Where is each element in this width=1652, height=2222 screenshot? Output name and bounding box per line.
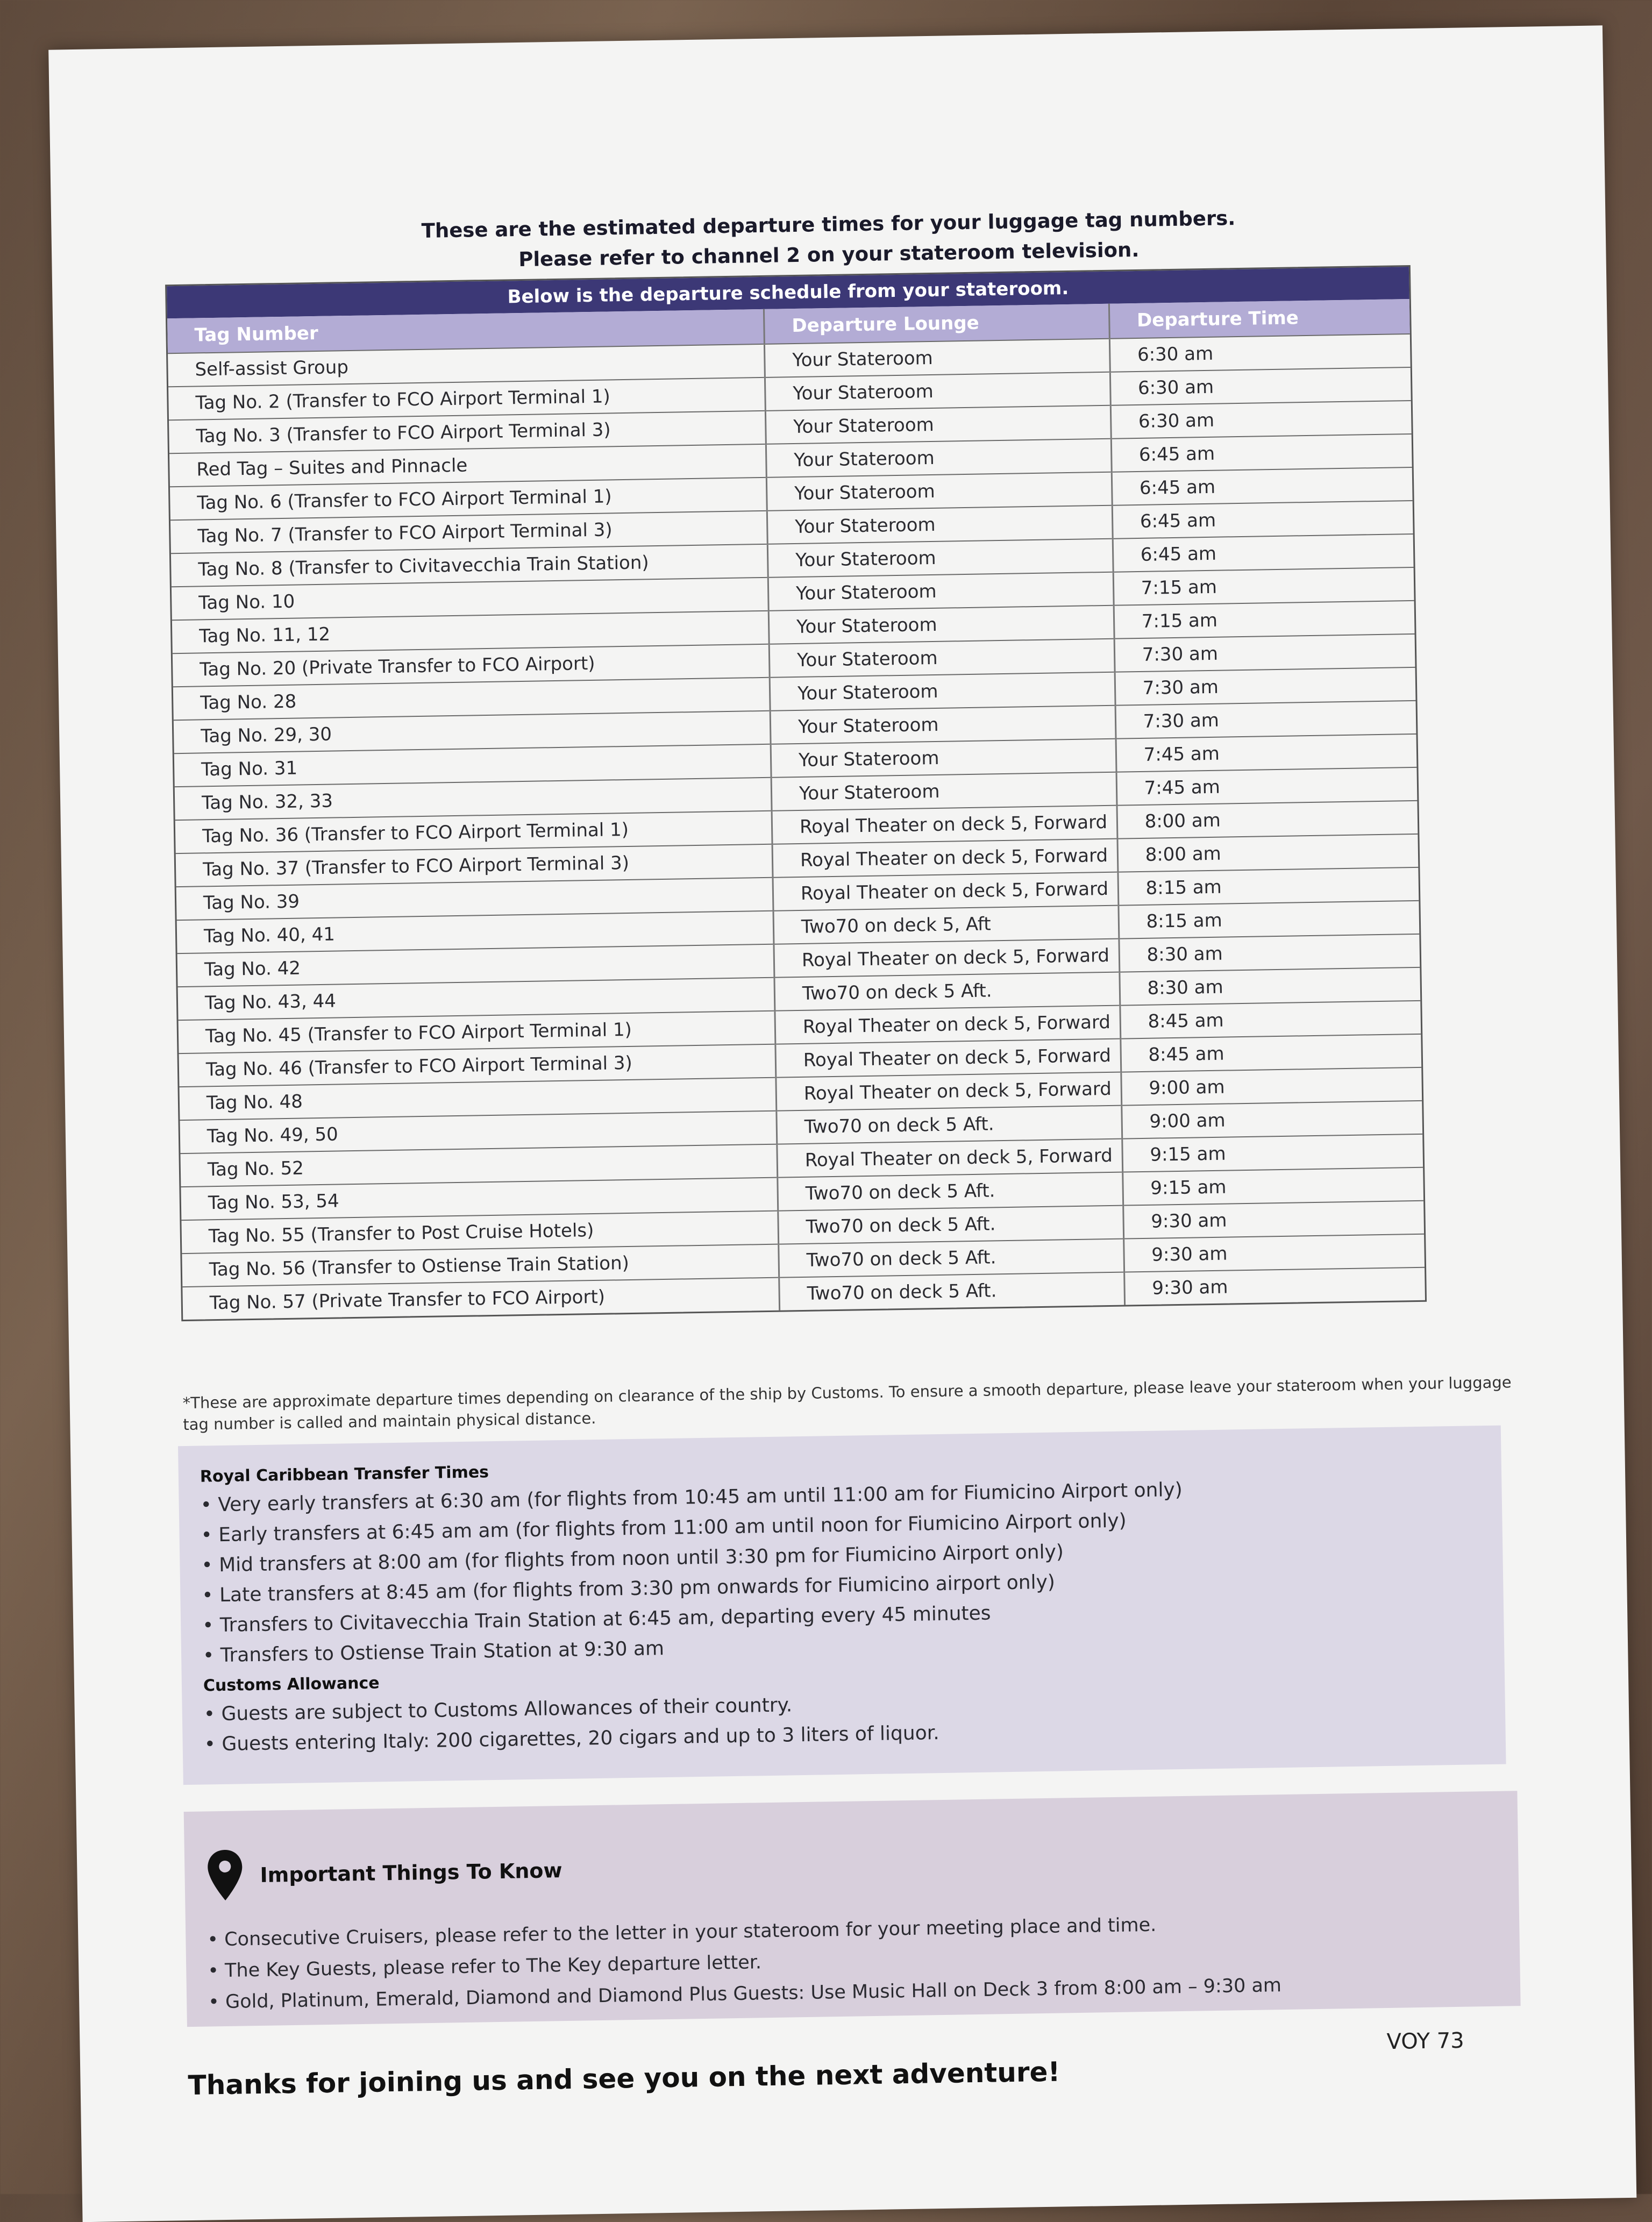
departure-lounge-cell: Your Stateroom (766, 472, 1112, 511)
departure-time-cell: 6:45 am (1113, 534, 1414, 572)
transfer-item: • Late transfers at 8:45 am (for flights from 3:30 pm onwards for Fiumicino airport only) (202, 1561, 1482, 1611)
transfers-heading: Royal Caribbean Transfer Times (200, 1463, 489, 1486)
departure-lounge-cell: Royal Theater on deck 5, Forward (775, 1006, 1121, 1044)
departure-lounge-cell: Your Stateroom (767, 505, 1113, 544)
departure-time-cell: 7:30 am (1115, 701, 1416, 739)
departure-lounge-cell: Your Stateroom (765, 405, 1111, 444)
departure-time-cell: 6:30 am (1109, 334, 1411, 372)
tag-number-cell: Tag No. 37 (Transfer to FCO Airport Terminal 3) (176, 844, 773, 887)
tag-number-cell: Tag No. 49, 50 (180, 1111, 777, 1153)
important-list (207, 1904, 1499, 2018)
departure-lounge-cell: Your Stateroom (767, 539, 1113, 578)
departure-lounge-cell: Two70 on deck 5 Aft. (779, 1272, 1125, 1311)
intro-line-1: These are the estimated departure times for your luggage tag numbers. (421, 206, 1236, 243)
departure-time-cell: 8:00 am (1117, 834, 1419, 872)
departure-time-cell: 6:45 am (1112, 467, 1413, 505)
important-header (206, 1829, 1497, 1903)
departure-time-cell: 8:45 am (1120, 1001, 1421, 1039)
departure-time-cell: 7:45 am (1116, 734, 1417, 772)
departure-time-cell: 9:30 am (1124, 1267, 1425, 1305)
departure-time-cell: 9:30 am (1123, 1234, 1425, 1272)
departure-time-cell: 8:15 am (1119, 901, 1420, 939)
footer-thanks: Thanks for joining us and see you on the next adventure! (188, 2056, 1060, 2102)
transfer-item: • Very early transfers at 6:30 am (for flights from 10:45 am until 11:00 am for Fiumicino Airport only) (200, 1470, 1480, 1520)
tag-number-cell: Tag No. 8 (Transfer to Civitavecchia Train Station) (171, 544, 768, 587)
transfer-item: • Early transfers at 6:45 am am (for flights from 11:00 am until noon for Fiumicino Airport only) (201, 1500, 1481, 1550)
departure-time-cell: 9:00 am (1121, 1067, 1422, 1106)
departure-time-cell: 8:15 am (1118, 867, 1419, 906)
departure-time-cell: 8:30 am (1120, 967, 1421, 1006)
customs-note: *These are approximate departure times depending on clearance of the ship by Customs. To ensure a smooth departure, please leave your stateroom when your luggage tag number is called and maintain physical distance. (182, 1373, 1512, 1434)
transfer-item: • Mid transfers at 8:00 am (for flights from noon until 3:30 pm for Fiumicino Airport only) (201, 1530, 1482, 1580)
departure-time-cell: 6:30 am (1110, 401, 1412, 439)
departure-time-cell: 7:15 am (1114, 601, 1415, 639)
schedule-banner: Below is the departure schedule from your stateroom. (167, 267, 1409, 318)
departure-lounge-cell: Two70 on deck 5 Aft. (778, 1206, 1124, 1244)
departure-lounge-cell: Two70 on deck 5 Aft. (779, 1239, 1124, 1278)
important-title: Important Things To Know (260, 1858, 562, 1887)
tag-number-cell: Tag No. 48 (179, 1078, 776, 1120)
departure-time-cell: 6:45 am (1111, 434, 1412, 472)
departure-time-cell: 8:45 am (1121, 1034, 1422, 1072)
tag-number-cell: Tag No. 45 (Transfer to FCO Airport Terminal 1) (179, 1011, 775, 1053)
tag-number-cell: Tag No. 10 (172, 578, 768, 620)
tag-number-cell: Tag No. 39 (176, 878, 773, 920)
tag-number-cell: Tag No. 6 (Transfer to FCO Airport Terminal 1) (170, 478, 767, 520)
tag-number-cell: Tag No. 46 (Transfer to FCO Airport Terminal 3) (179, 1044, 776, 1087)
departure-lounge-cell: Your Stateroom (771, 739, 1116, 778)
header-departure-lounge: Departure Lounge (764, 304, 1109, 344)
tag-number-cell: Tag No. 3 (Transfer to FCO Airport Terminal 3) (169, 411, 766, 453)
header-tag-number: Tag Number (167, 309, 764, 353)
departure-time-cell: 9:30 am (1123, 1201, 1424, 1239)
departure-lounge-cell: Royal Theater on deck 5, Forward (772, 806, 1117, 844)
departure-time-cell: 6:30 am (1110, 367, 1411, 405)
transfer-item: • Transfers to Civitavecchia Train Station at 6:45 am, departing every 45 minutes (202, 1591, 1483, 1641)
departure-time-cell: 7:30 am (1115, 667, 1416, 706)
schedule-table (167, 299, 1425, 1320)
important-item: • Consecutive Cruisers, please refer to the letter in your stateroom for your meeting place and time. (207, 1904, 1498, 1956)
tag-number-cell: Tag No. 28 (173, 678, 770, 720)
tag-number-cell: Tag No. 32, 33 (175, 778, 772, 820)
departure-lounge-cell: Your Stateroom (770, 672, 1115, 711)
departure-time-cell: 8:30 am (1119, 934, 1420, 972)
tag-number-cell: Red Tag – Suites and Pinnacle (169, 444, 766, 487)
customs-item: • Guests entering Italy: 200 cigarettes, 20 cigars and up to 3 liters of liquor. (204, 1710, 1484, 1760)
tag-number-cell: Self-assist Group (168, 344, 765, 387)
tag-number-cell: Tag No. 56 (Transfer to Ostiense Train Station) (182, 1244, 779, 1287)
departure-lounge-cell: Your Stateroom (764, 339, 1110, 378)
tag-number-cell: Tag No. 42 (177, 944, 774, 987)
transfer-item: • Transfers to Ostiense Train Station at 9:30 am (203, 1621, 1483, 1671)
tag-number-cell: Tag No. 20 (Private Transfer to FCO Airport) (173, 644, 770, 687)
tag-number-cell: Tag No. 29, 30 (174, 711, 771, 753)
departure-time-cell: 9:15 am (1122, 1167, 1423, 1206)
map-pin-icon (206, 1848, 245, 1903)
departure-time-cell: 7:45 am (1116, 767, 1418, 806)
customs-heading: Customs Allowance (203, 1673, 380, 1696)
tag-number-cell: Tag No. 7 (Transfer to FCO Airport Terminal 3) (170, 511, 767, 553)
departure-lounge-cell: Your Stateroom (769, 639, 1115, 678)
departure-time-cell: 7:15 am (1113, 567, 1414, 606)
important-item: • The Key Guests, please refer to The Key departure letter. (208, 1935, 1499, 1987)
tag-number-cell: Tag No. 36 (Transfer to FCO Airport Terminal 1) (175, 811, 772, 853)
departure-time-cell: 6:45 am (1112, 501, 1413, 539)
tag-number-cell: Tag No. 57 (Private Transfer to FCO Airport) (182, 1278, 779, 1320)
departure-lounge-cell: Your Stateroom (771, 772, 1117, 811)
departure-lounge-cell: Your Stateroom (766, 439, 1112, 478)
intro-line-2: Please refer to channel 2 on your stateroom television. (518, 238, 1140, 272)
departure-lounge-cell: Your Stateroom (768, 606, 1114, 644)
departure-time-cell: 8:00 am (1117, 801, 1418, 839)
departure-lounge-cell: Your Stateroom (768, 572, 1114, 611)
departure-lounge-cell: Your Stateroom (770, 706, 1116, 744)
departure-lounge-cell: Royal Theater on deck 5, Forward (774, 939, 1120, 978)
departure-lounge-cell: Two70 on deck 5, Aft (773, 906, 1119, 944)
departure-time-cell: 9:00 am (1121, 1101, 1422, 1139)
important-box (184, 1791, 1521, 2027)
departure-lounge-cell: Royal Theater on deck 5, Forward (772, 839, 1118, 878)
tag-number-cell: Tag No. 40, 41 (177, 911, 774, 953)
tag-number-cell: Tag No. 53, 54 (181, 1178, 778, 1220)
departure-time-cell: 7:30 am (1114, 634, 1415, 672)
important-item: • Gold, Platinum, Emerald, Diamond and Diamond Plus Guests: Use Music Hall on Deck 3 from 8:00 am – 9:30 am (208, 1967, 1499, 2018)
tag-number-cell: Tag No. 55 (Transfer to Post Cruise Hotels) (181, 1211, 778, 1254)
departure-schedule-table (165, 265, 1427, 1321)
schedule-body (168, 334, 1425, 1320)
tag-number-cell: Tag No. 43, 44 (178, 978, 775, 1020)
tag-number-cell: Tag No. 11, 12 (172, 611, 769, 653)
tag-number-cell: Tag No. 2 (Transfer to FCO Airport Terminal 1) (168, 378, 765, 420)
customs-item: • Guests are subject to Customs Allowances of their country. (203, 1679, 1484, 1729)
departure-lounge-cell: Your Stateroom (765, 372, 1110, 411)
departure-time-cell: 9:15 am (1122, 1134, 1423, 1172)
document-page (48, 25, 1636, 2222)
departure-lounge-cell: Two70 on deck 5 Aft. (778, 1172, 1123, 1211)
departure-lounge-cell: Royal Theater on deck 5, Forward (773, 872, 1119, 911)
departure-lounge-cell: Two70 on deck 5 Aft. (774, 972, 1120, 1011)
departure-lounge-cell: Royal Theater on deck 5, Forward (776, 1072, 1122, 1111)
transfers-list (200, 1470, 1483, 1671)
tag-number-cell: Tag No. 31 (174, 744, 771, 787)
transfer-info-box (178, 1426, 1506, 1785)
departure-lounge-cell: Two70 on deck 5 Aft. (777, 1106, 1122, 1144)
footer-voyage-code: VOY 73 (1386, 2028, 1465, 2055)
departure-lounge-cell: Royal Theater on deck 5, Forward (775, 1039, 1121, 1078)
departure-lounge-cell: Royal Theater on deck 5, Forward (777, 1139, 1123, 1178)
tag-number-cell: Tag No. 52 (180, 1144, 777, 1187)
header-departure-time: Departure Time (1109, 299, 1410, 339)
